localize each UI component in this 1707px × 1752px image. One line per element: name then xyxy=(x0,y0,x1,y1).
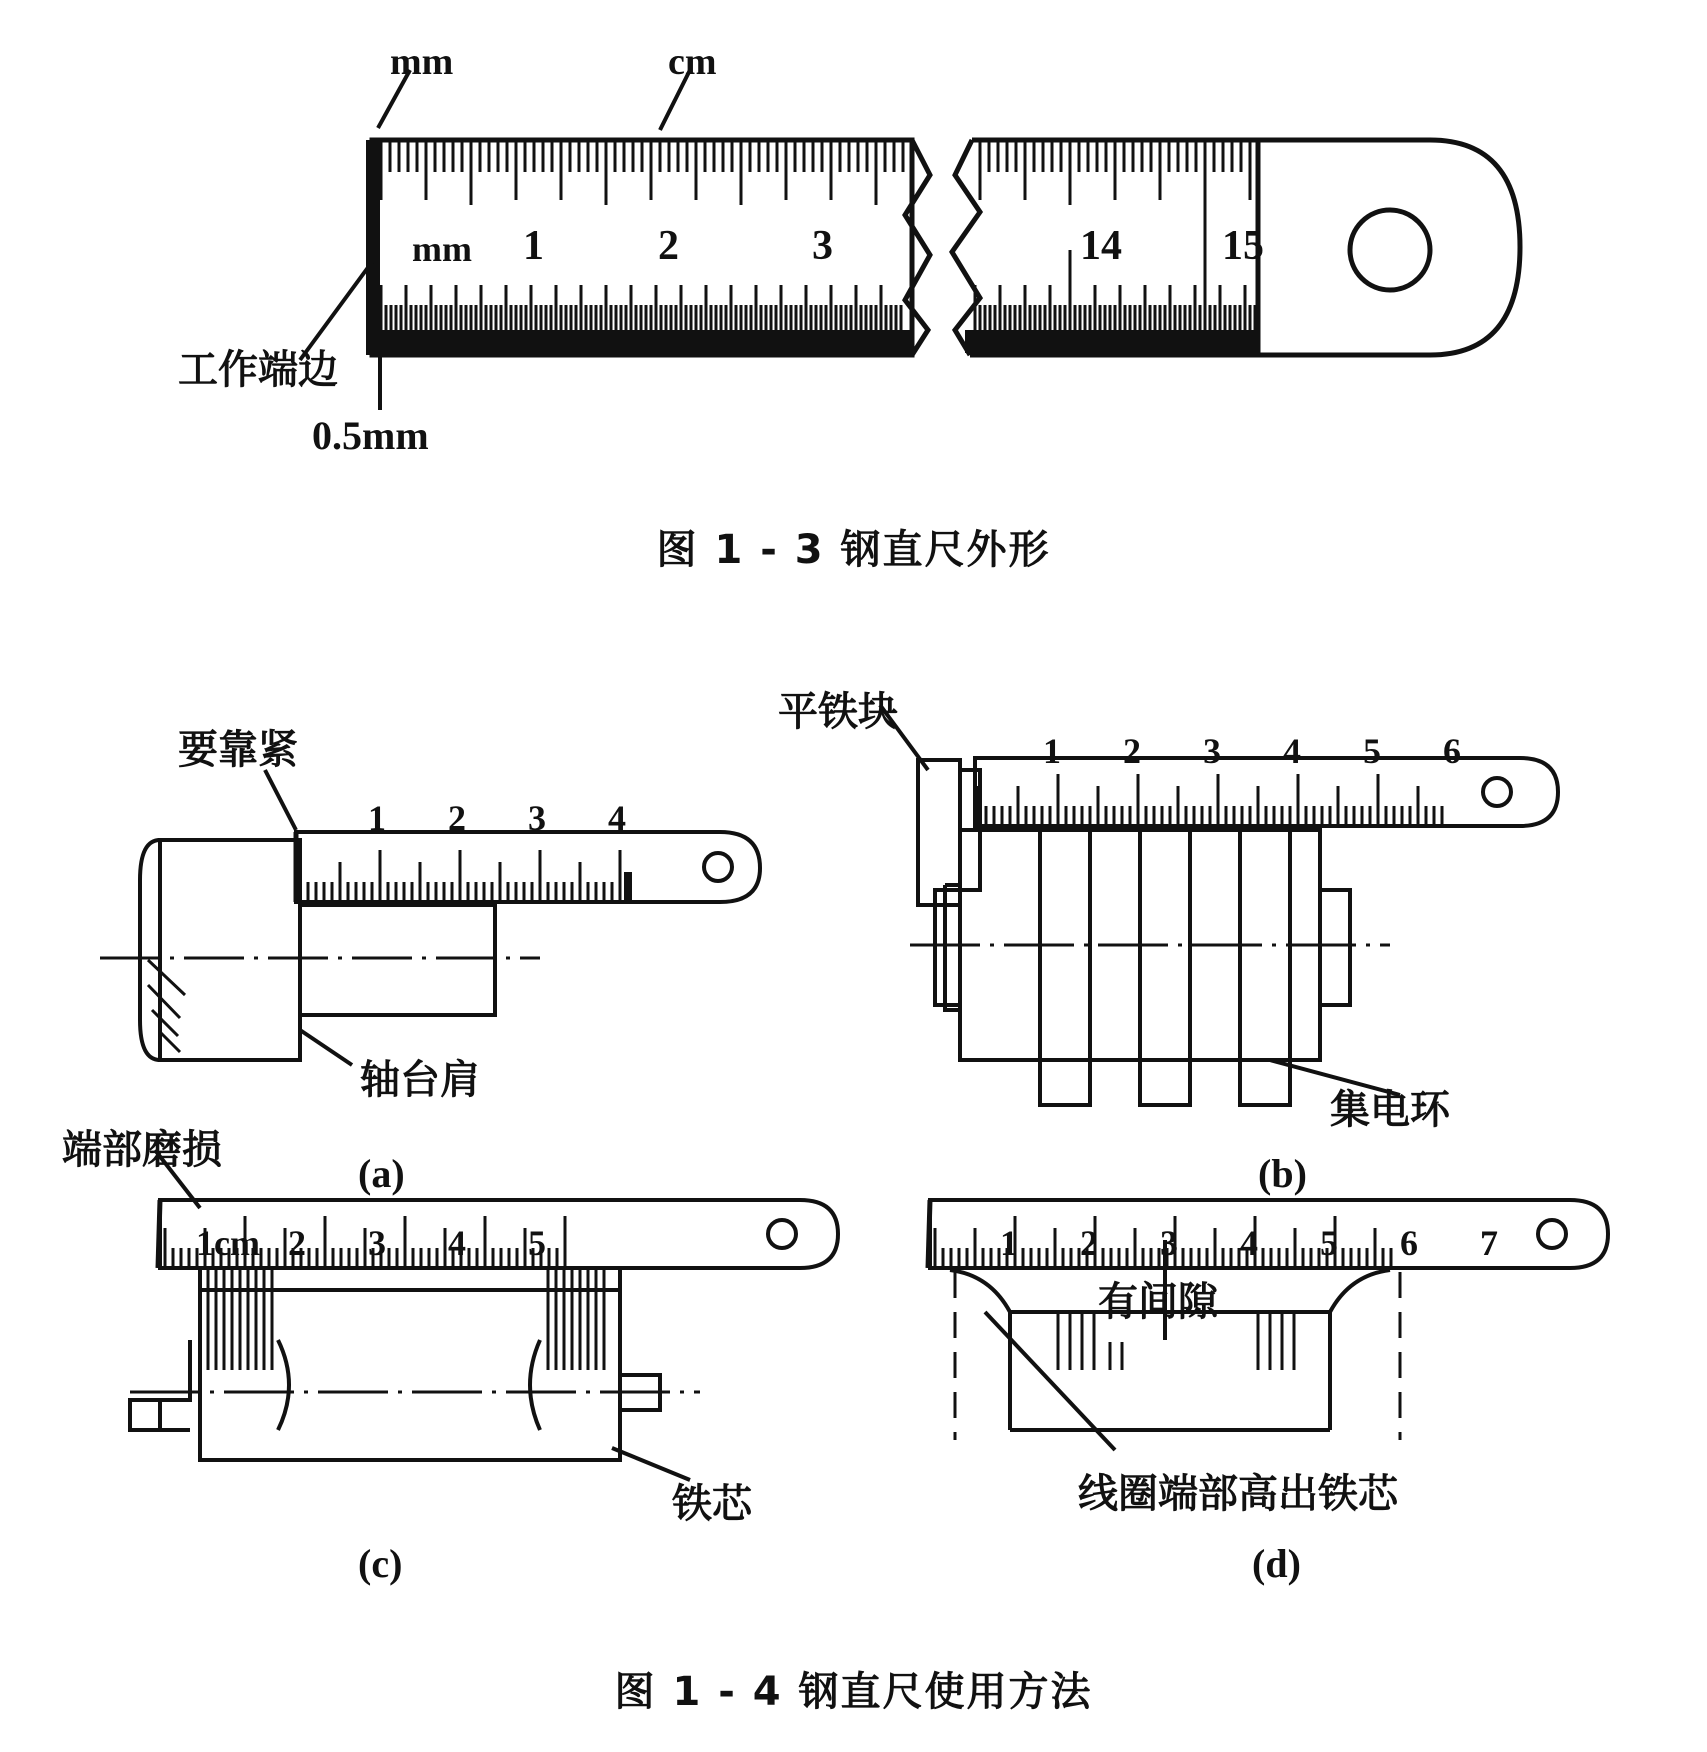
figure-1-4-caption: 图 1 - 4 钢直尺使用方法 xyxy=(614,1669,1093,1715)
label-half-mm: 0.5mm xyxy=(312,413,429,458)
scale-b-1: 1 xyxy=(1043,731,1061,771)
scale-d-1: 1 xyxy=(1000,1223,1018,1263)
scale-d-2: 2 xyxy=(1080,1223,1098,1263)
scale-c-1: 1cm xyxy=(196,1223,260,1263)
panel-tag-a: (a) xyxy=(358,1151,405,1196)
scale-label-3: 3 xyxy=(812,223,833,269)
scale-b-3: 3 xyxy=(1203,731,1221,771)
label-d-1: 有间隙 xyxy=(1098,1279,1218,1325)
label-c-1: 端部磨损 xyxy=(62,1127,222,1173)
scale-b-5: 5 xyxy=(1363,731,1381,771)
panel-tag-b: (b) xyxy=(1258,1151,1307,1196)
scale-a-4: 4 xyxy=(608,798,626,838)
panel-tag-c: (c) xyxy=(358,1541,403,1586)
label-c-2: 铁芯 xyxy=(672,1481,752,1527)
scale-b-6: 6 xyxy=(1443,731,1461,771)
figure-1-3-caption: 图 1 - 3 钢直尺外形 xyxy=(656,527,1051,573)
label-cm-top: cm xyxy=(668,41,717,83)
scale-c-2: 2 xyxy=(288,1223,306,1263)
scale-a-1: 1 xyxy=(368,798,386,838)
scale-d-4: 4 xyxy=(1240,1223,1258,1263)
scale-b-2: 2 xyxy=(1123,731,1141,771)
scale-c-5: 5 xyxy=(528,1223,546,1263)
scale-d-3: 3 xyxy=(1160,1223,1178,1263)
scale-label-15: 15 xyxy=(1222,223,1264,269)
scale-c-4: 4 xyxy=(448,1223,466,1263)
label-mm-inline: mm xyxy=(412,229,472,269)
label-b-1: 平铁块 xyxy=(778,689,898,735)
scale-d-6: 6 xyxy=(1400,1223,1418,1263)
label-a-1: 要靠紧 xyxy=(178,727,298,773)
scale-label-2: 2 xyxy=(658,223,679,269)
scale-d-7: 7 xyxy=(1480,1223,1498,1263)
scale-a-3: 3 xyxy=(528,798,546,838)
scale-label-1: 1 xyxy=(523,223,544,269)
label-a-2: 轴台肩 xyxy=(360,1057,480,1103)
panel-tag-d: (d) xyxy=(1252,1541,1301,1586)
scale-c-3: 3 xyxy=(368,1223,386,1263)
scale-b-4: 4 xyxy=(1283,731,1301,771)
scale-label-14: 14 xyxy=(1080,223,1122,269)
label-b-2: 集电环 xyxy=(1330,1087,1450,1133)
label-d-2: 线圈端部高出铁芯 xyxy=(1078,1471,1398,1517)
label-mm-top: mm xyxy=(390,41,454,83)
scale-a-2: 2 xyxy=(448,798,466,838)
figure-1-4-drawing xyxy=(0,640,1707,1600)
label-working-edge: 工作端边 xyxy=(178,347,338,393)
figure-1-3-drawing xyxy=(0,0,1707,470)
scale-d-5: 5 xyxy=(1320,1223,1338,1263)
